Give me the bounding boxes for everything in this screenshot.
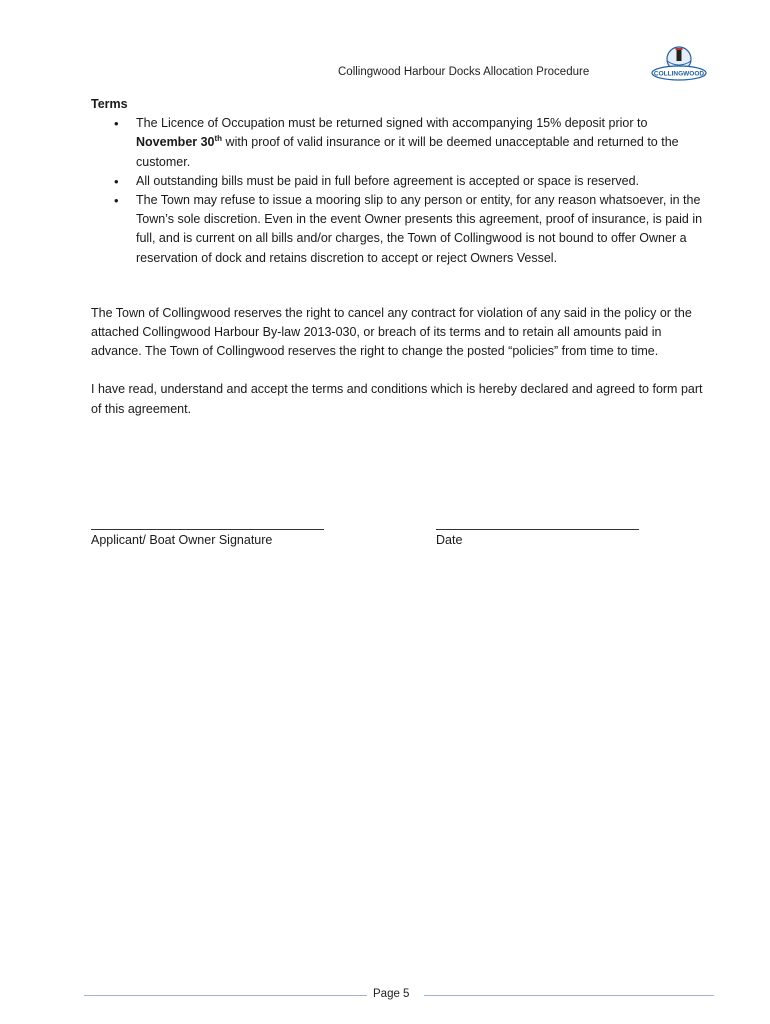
logo-text: COLLINGWOOD (653, 70, 705, 78)
document-body (91, 95, 711, 419)
terms-item-deposit (136, 114, 711, 172)
terms-item-text: with proof of valid insurance or it will be deemed unacceptable and returned to the customer. (136, 135, 679, 169)
page-number: Page 5 (373, 988, 410, 1000)
terms-item-bills (136, 172, 711, 191)
signature-line (91, 529, 324, 530)
cancellation-paragraph: The Town of Collingwood reserves the right to cancel any contract for violation of any said in the policy or the attached Collingwood Harbour By-law 2013-030, or breach of its terms and to retain all amounts paid in advance. The Town of Collingwood reserves the right to change the posted “policies” from time to time. (91, 305, 692, 359)
terms-list (91, 114, 711, 268)
terms-item-text: All outstanding bills must be paid in full before agreement is accepted or space is reserved. (136, 173, 640, 188)
collingwood-logo (650, 44, 708, 82)
date-line (436, 529, 639, 530)
acceptance-paragraph: I have read, understand and accept the terms and conditions which is hereby declared and agreed to form part of this agreement. (91, 382, 703, 416)
document-header-title: Collingwood Harbour Docks Allocation Procedure (338, 66, 590, 78)
footer-divider-right (424, 995, 714, 996)
terms-item-refusal (136, 191, 711, 268)
signature-label: Applicant/ Boat Owner Signature (91, 533, 273, 547)
deadline-date: November 30 (136, 135, 215, 150)
date-label: Date (436, 533, 463, 547)
date-suffix: th (214, 134, 223, 144)
terms-item-text: The Town may refuse to issue a mooring slip to any person or entity, for any reason whatsoever, in the Town’s sole discretion. Even in the event Owner presents this agreement, proof of insurance, is paid in full, and is current on all bills and/or charges, the Town of Collingwood is not bound to offer Owner a reservation of dock and retains discretion to accept or reject Owners Vessel. (136, 193, 703, 265)
footer-divider-left (84, 995, 367, 996)
terms-heading: Terms (91, 97, 128, 111)
terms-item-text: The Licence of Occupation must be returned signed with accompanying 15% deposit prior to (136, 116, 648, 131)
